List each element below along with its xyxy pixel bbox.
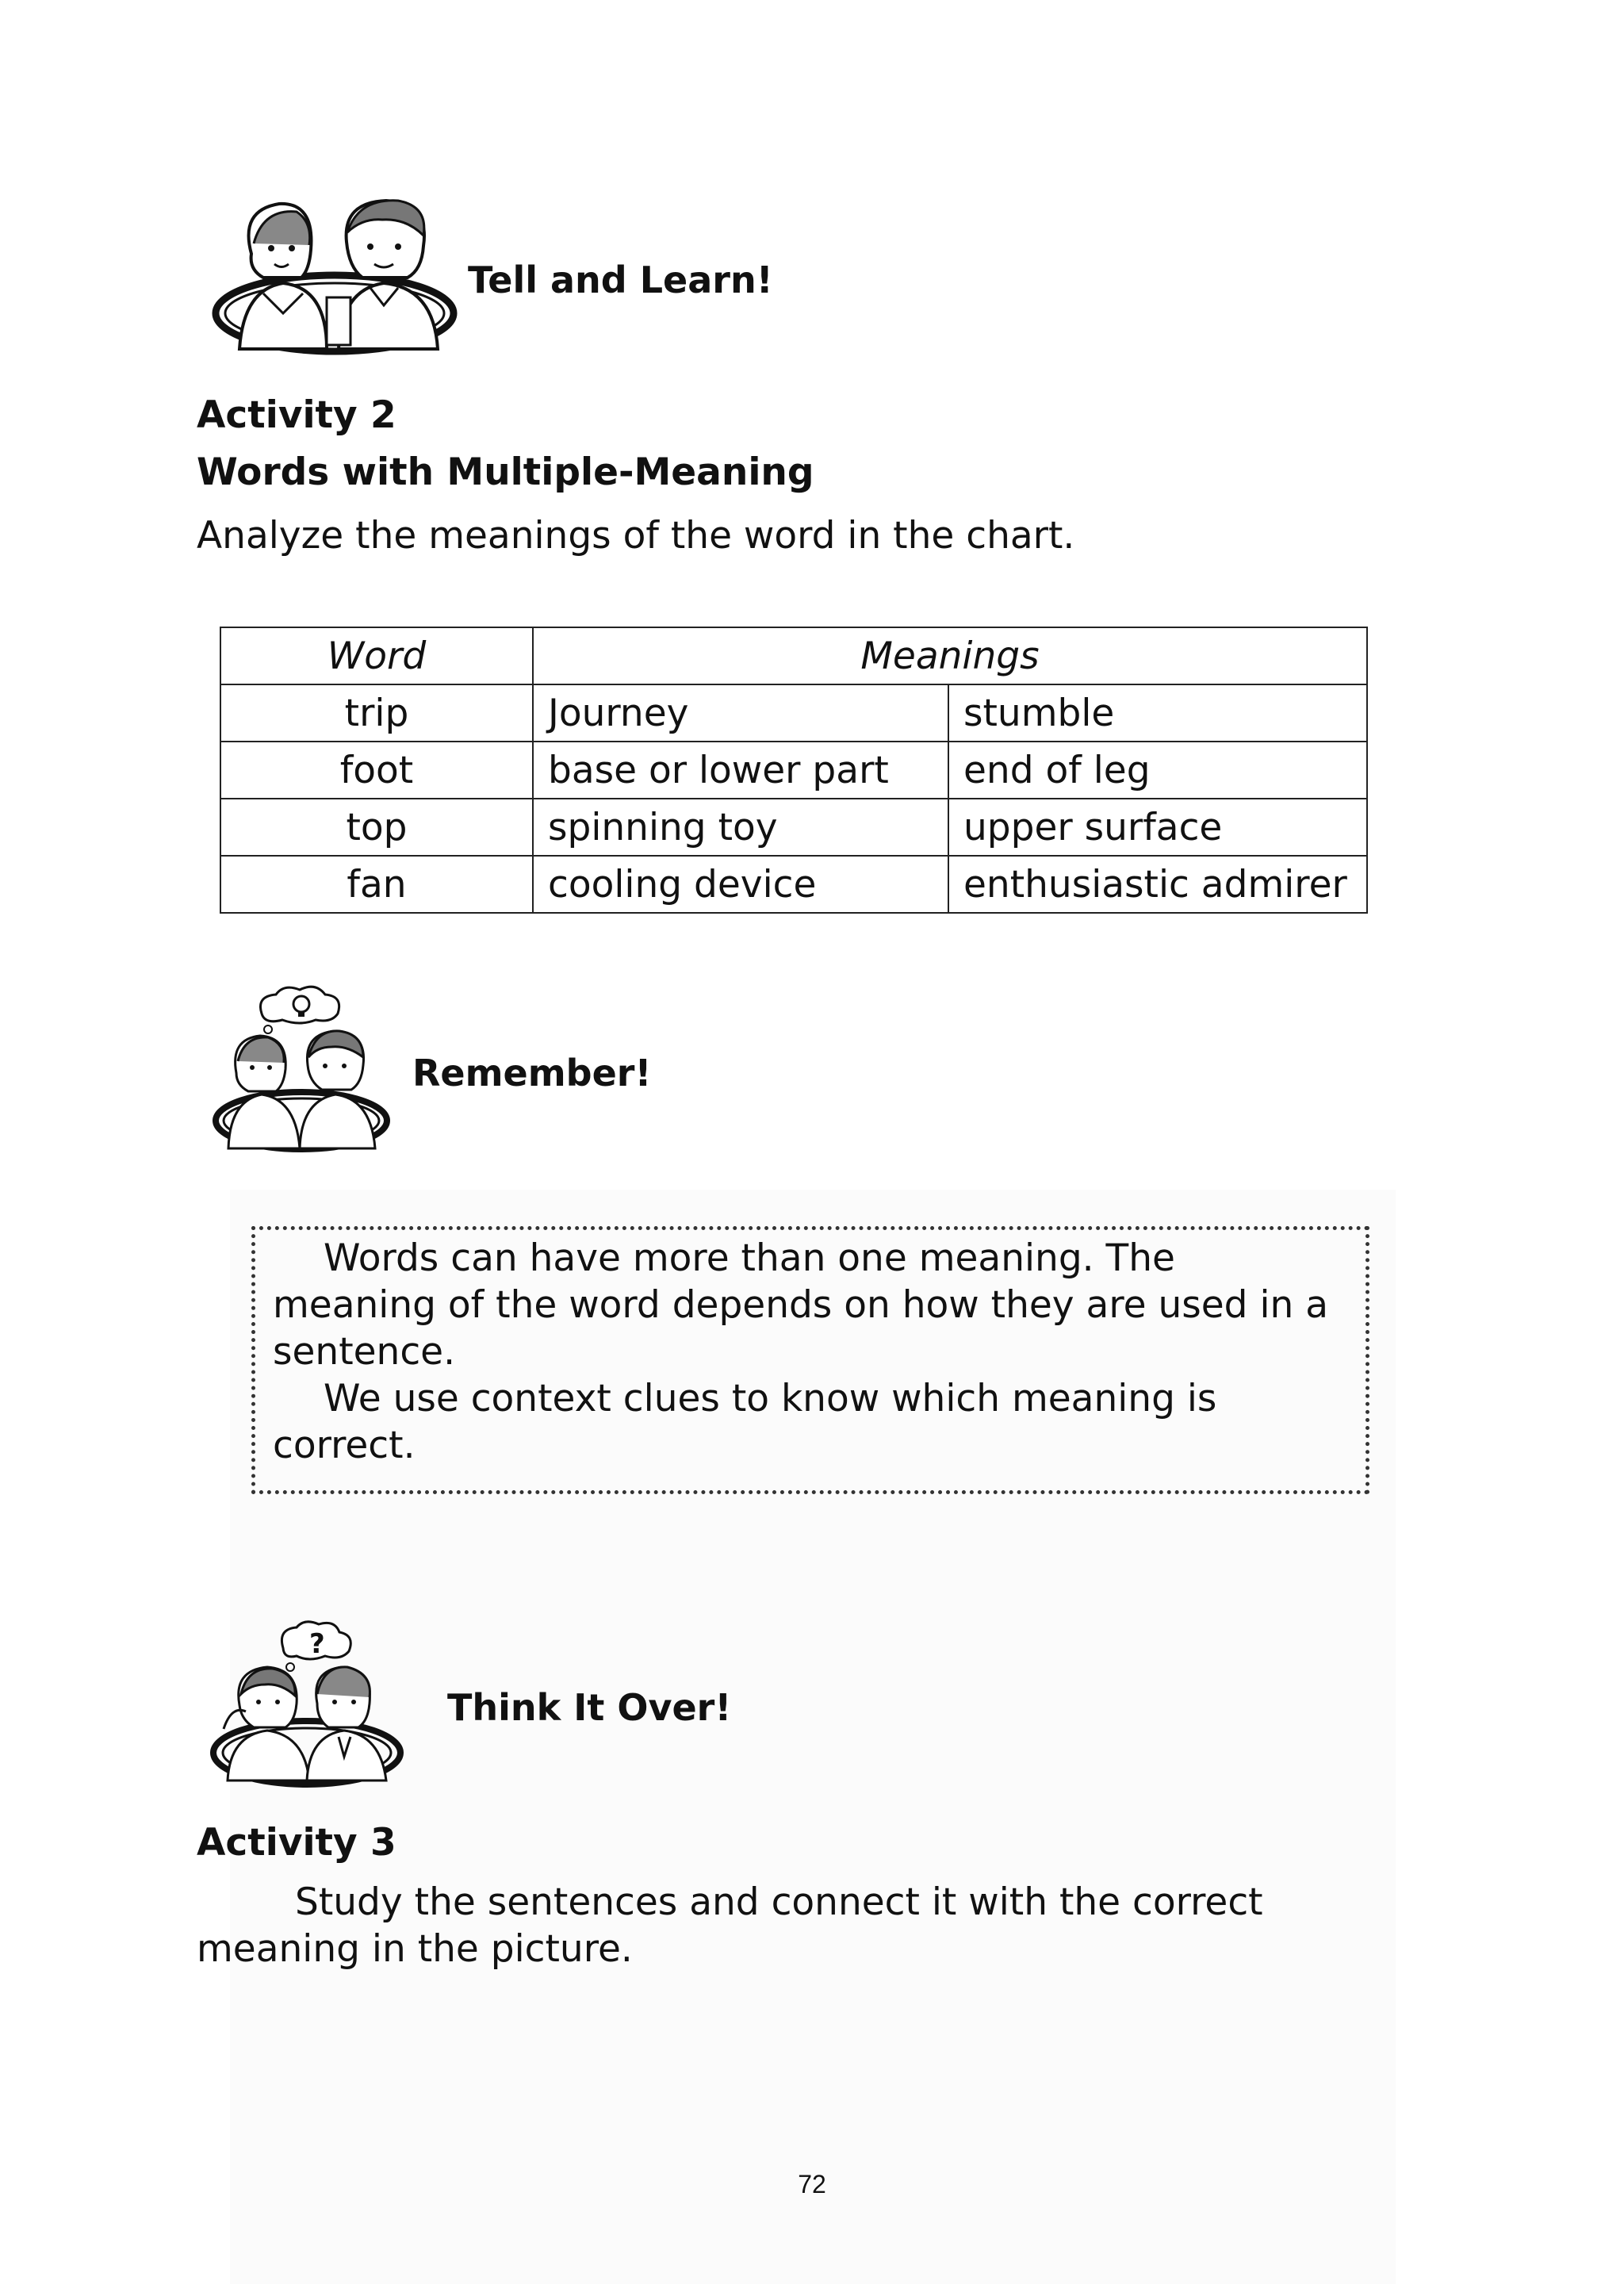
meaning-cell: cooling device [533,856,948,913]
remember-line: sentence. [273,1330,456,1374]
two-children-reading-icon [208,194,462,357]
two-children-question-icon [208,1618,406,1788]
remember-line: correct. [273,1424,416,1467]
two-children-lightbulb-icon [213,982,395,1155]
remember-line: Words can have more than one meaning. The [324,1236,1175,1280]
table-row [220,799,1367,856]
meaning-cell: enthusiastic admirer [948,856,1367,913]
activity-3-instruction-line: meaning in the picture. [197,1927,633,1971]
column-header-word: Word [220,627,533,684]
meaning-cell: upper surface [948,799,1367,856]
column-header-meanings: Meanings [533,627,1367,684]
remember-line: We use context clues to know which meaning is [324,1377,1217,1420]
activity-2-heading: Activity 2 [197,393,396,437]
word-cell: foot [220,742,533,799]
remember-line: meaning of the word depends on how they are used in a [273,1283,1329,1327]
meaning-cell: base or lower part [533,742,948,799]
activity-2-instruction: Analyze the meanings of the word in the chart. [197,514,1075,558]
meaning-cell: Journey [533,684,948,742]
svg-text:?: ? [309,1628,325,1660]
table-row [220,856,1367,913]
page-number: 72 [798,2170,826,2198]
word-cell: trip [220,684,533,742]
table-row [220,742,1367,799]
table-header-row [220,627,1367,684]
section-label: Remember! [412,1052,652,1094]
section-label: Tell and Learn! [468,259,773,301]
multiple-meaning-table [220,627,1368,914]
section-label: Think It Over! [447,1686,732,1729]
word-cell: top [220,799,533,856]
activity-3-heading: Activity 3 [197,1821,396,1865]
meaning-cell: stumble [948,684,1367,742]
table-row [220,684,1367,742]
meaning-cell: end of leg [948,742,1367,799]
meaning-cell: spinning toy [533,799,948,856]
activity-2-subheading: Words with Multiple-Meaning [197,450,814,494]
activity-3-instruction-line: Study the sentences and connect it with the correct [295,1880,1263,1924]
word-cell: fan [220,856,533,913]
